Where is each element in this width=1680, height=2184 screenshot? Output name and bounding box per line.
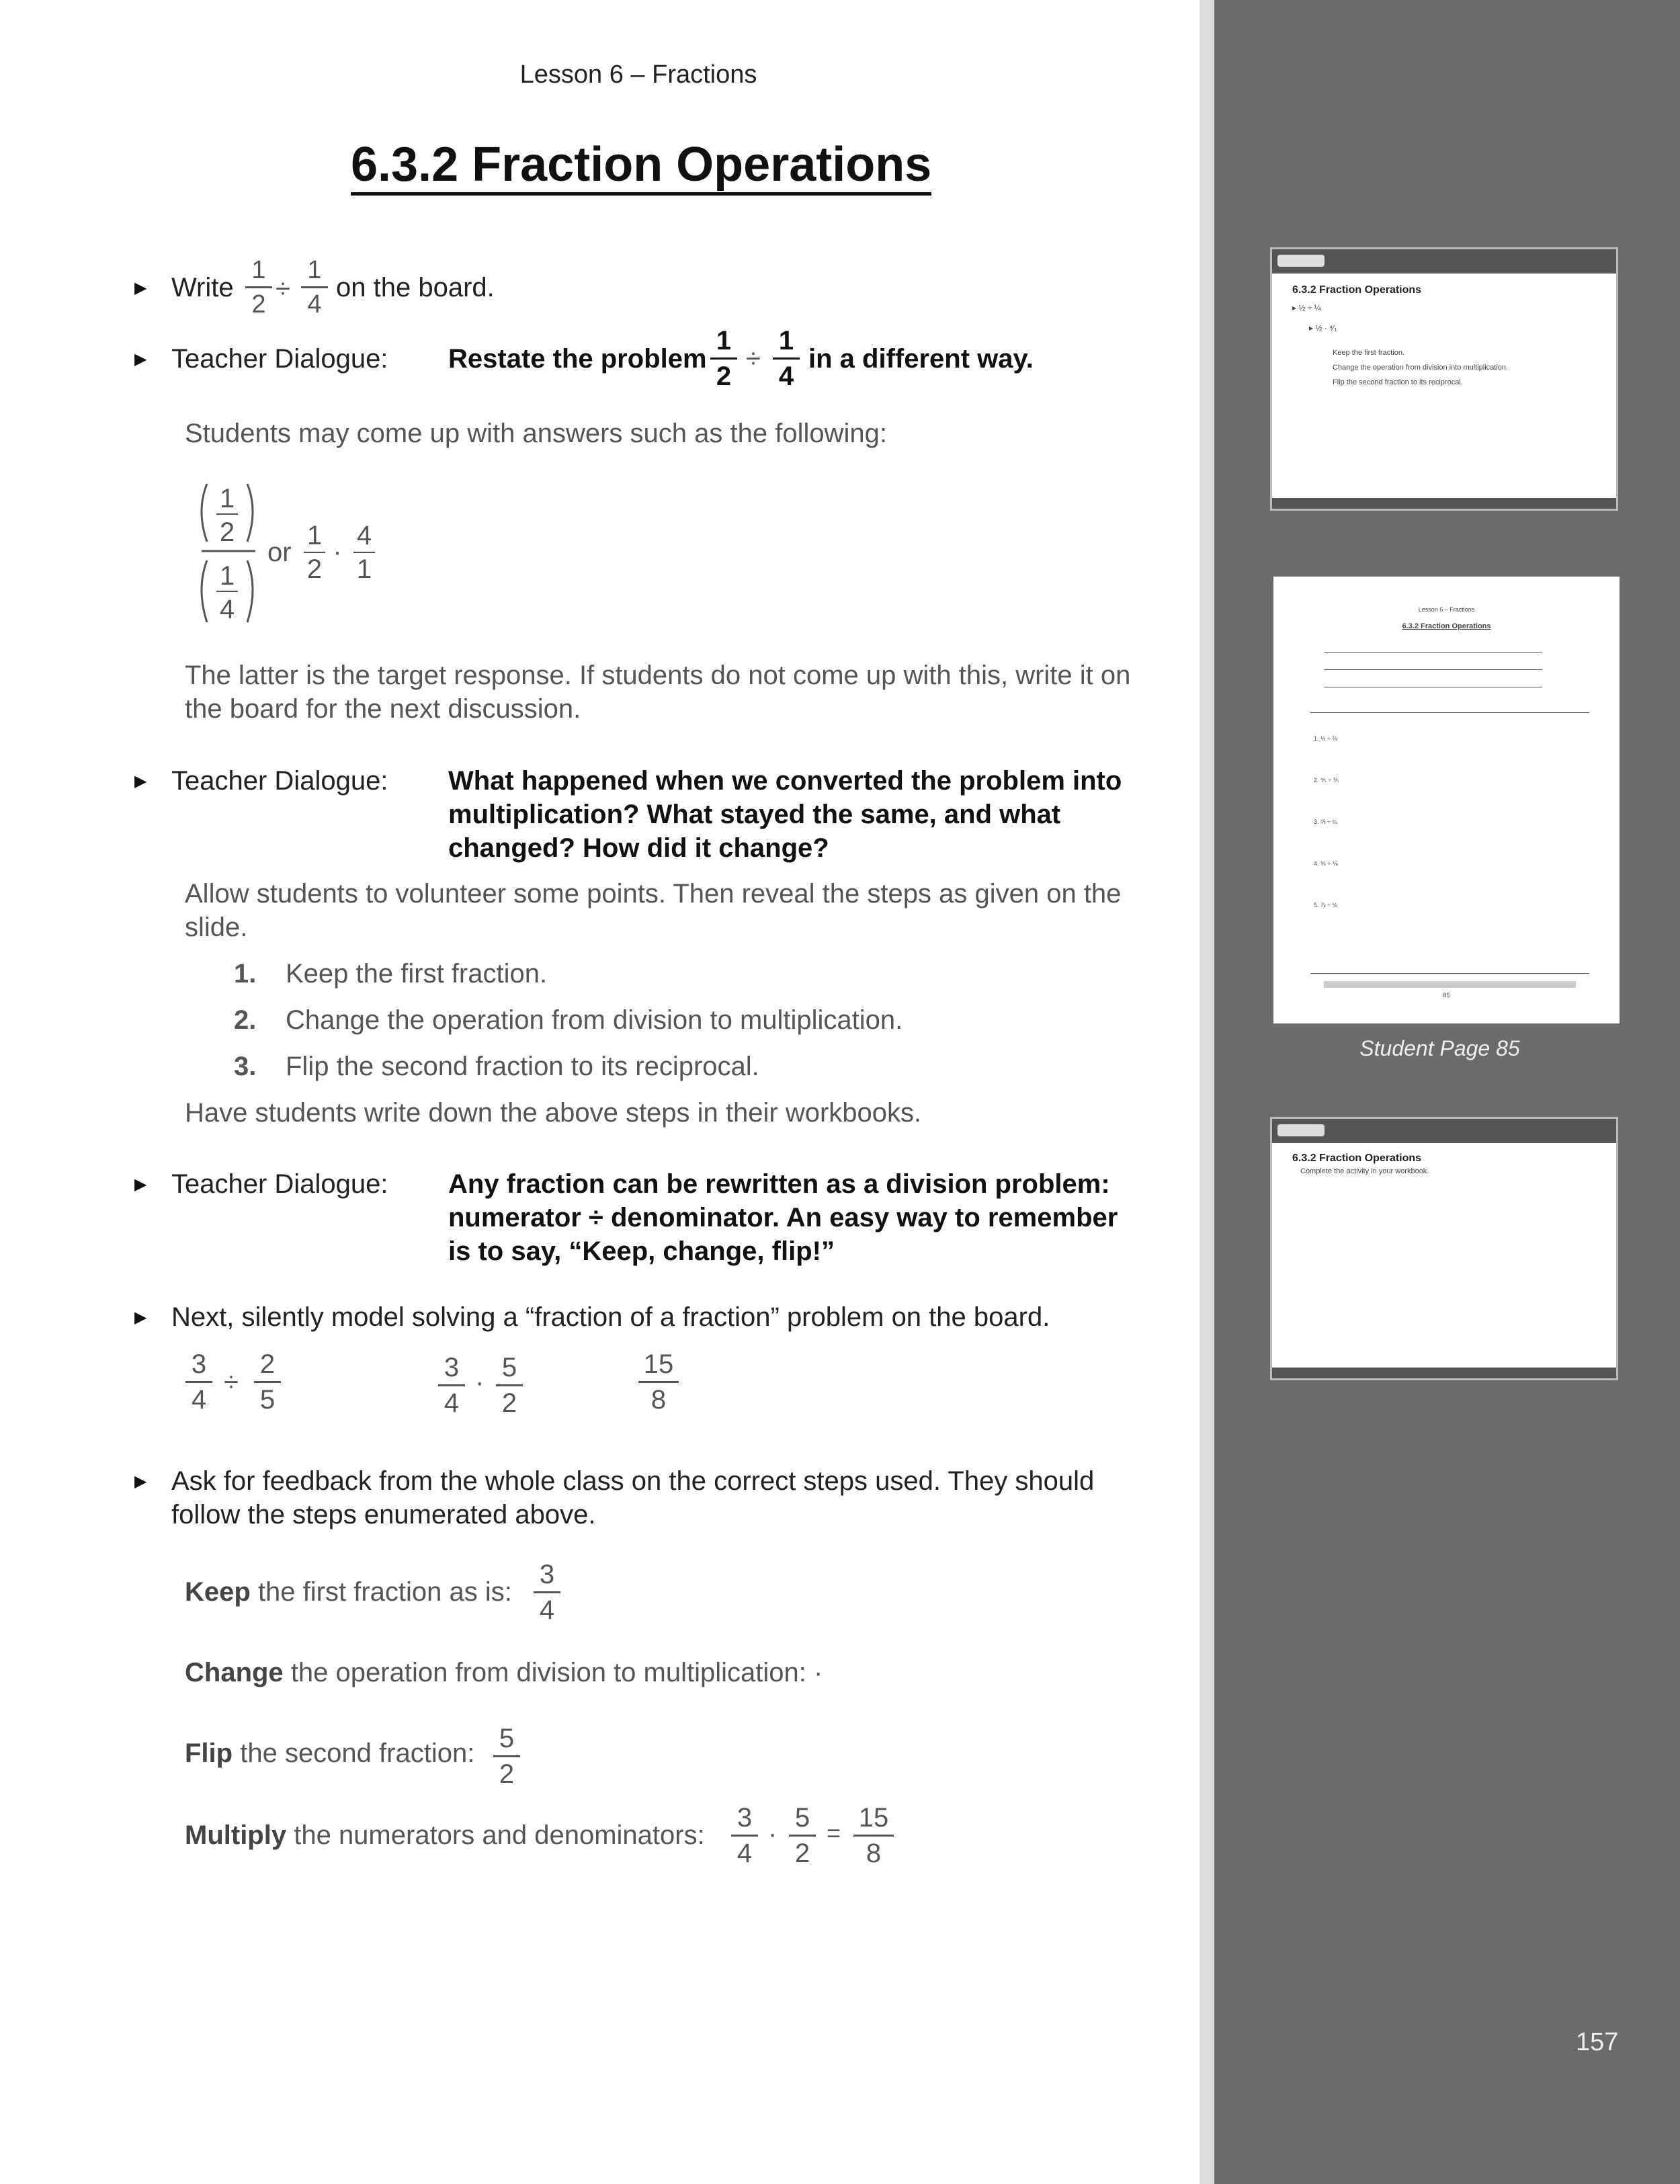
multiply-label: Multiply	[185, 1820, 287, 1850]
operator: ÷	[276, 274, 290, 304]
slide-header-bar	[1272, 1119, 1616, 1143]
note-text: Allow students to volunteer some points. Then reveal the steps as given on the slide.	[185, 879, 1122, 942]
slide-step: Change the operation from division into multiplication.	[1333, 364, 1509, 372]
denominator: 4	[539, 1595, 555, 1625]
denominator: 5	[259, 1385, 276, 1415]
multiply-line	[185, 1818, 705, 1852]
fraction-bar	[245, 286, 272, 288]
fraction-bar	[853, 1835, 894, 1837]
step-text: Flip the second fraction to its reciprocal.	[286, 1052, 759, 1081]
dialogue-label: Teacher Dialogue:	[171, 344, 388, 374]
fraction	[496, 1352, 523, 1419]
numerator: 5	[794, 1803, 810, 1833]
slide-logo	[1277, 1124, 1325, 1136]
bullet-icon: ▶	[134, 772, 147, 790]
slide-footer-bar	[1272, 1368, 1616, 1378]
dot-operator: ·	[333, 537, 342, 566]
bullet-icon: ▶	[134, 1308, 147, 1327]
denominator: 4	[778, 362, 794, 391]
answer-line	[1324, 669, 1542, 670]
note-text: Students may come up with answers such as the following:	[185, 419, 887, 448]
workbook-title: 6.3.2 Fraction Operations	[1402, 622, 1491, 630]
dialogue-label: Teacher Dialogue:	[171, 766, 388, 796]
divider	[1310, 973, 1589, 974]
denominator: 4	[737, 1839, 753, 1868]
step-text: Keep the first fraction.	[286, 959, 548, 989]
left-paren	[202, 484, 207, 542]
bullet-icon: ▶	[134, 1472, 147, 1490]
step-number: 3.	[234, 1052, 257, 1081]
right-paren	[247, 560, 253, 622]
fraction-bar	[534, 1591, 560, 1593]
fraction-bar	[496, 1384, 523, 1386]
complex-fraction	[188, 477, 403, 632]
denominator: 4	[444, 1388, 460, 1418]
note-text: Have students write down the above steps in their workbooks.	[185, 1098, 922, 1128]
numerator: 3	[737, 1803, 753, 1833]
step-number: 2.	[234, 1005, 257, 1035]
dot-operator: ·	[768, 1819, 778, 1849]
denominator: 4	[219, 595, 235, 624]
numerator: 1	[716, 326, 732, 355]
numerator: 3	[444, 1353, 460, 1382]
fraction-bar	[789, 1835, 816, 1837]
numerator: 2	[259, 1349, 276, 1379]
dialogue-pre: Restate the problem	[448, 344, 707, 374]
numerator: 1	[307, 256, 322, 284]
problem-item: 1. ⅓ ÷ ⅔	[1314, 735, 1337, 742]
slide-expression: ▸ ½ · ⁴⁄₁	[1309, 323, 1337, 333]
divider	[1310, 712, 1589, 713]
denominator: 2	[251, 290, 266, 319]
slide-logo	[1277, 255, 1325, 267]
numerator: 1	[306, 521, 323, 550]
page-title: 6.3.2 Fraction Operations	[351, 140, 931, 196]
fraction	[638, 1349, 679, 1415]
workbook-lesson: Lesson 6 – Fractions	[1418, 606, 1475, 613]
numerator: 1	[251, 256, 266, 284]
slide-header-bar	[1272, 249, 1616, 274]
workbook-thumbnail	[1273, 577, 1620, 1023]
problem-item: 5. ⅞ ÷ ⅛	[1314, 902, 1337, 909]
nav-strip	[1324, 981, 1576, 988]
numerator: 1	[778, 326, 794, 355]
right-paren	[247, 484, 253, 542]
denominator: 2	[794, 1839, 810, 1868]
page-number: 157	[1576, 2028, 1619, 2056]
instruction-text: Ask for feedback from the whole class on the correct steps used. They should follow the steps enumerated above.	[171, 1466, 1095, 1529]
numerator: 1	[219, 561, 235, 591]
dialogue-label: Teacher Dialogue:	[171, 1169, 388, 1199]
fraction-bar	[301, 286, 328, 288]
fraction	[254, 1349, 281, 1415]
denominator: 2	[499, 1759, 515, 1789]
bullet-icon: ▶	[134, 279, 147, 297]
numerator: 5	[499, 1724, 515, 1753]
change-text: the operation from division to multiplication: ·	[290, 1658, 823, 1687]
denominator: 1	[356, 554, 372, 584]
operator: ÷	[224, 1368, 239, 1397]
fraction-bar	[438, 1384, 465, 1386]
answer-line	[1324, 652, 1542, 653]
flip-text: the second fraction:	[240, 1738, 475, 1768]
sidebar-panel	[1200, 0, 1680, 2184]
slide-expression: ▸ ½ ÷ ¼	[1292, 303, 1321, 312]
item1-pre: Write	[171, 273, 234, 302]
bullet-icon: ▶	[134, 1175, 147, 1193]
fraction	[853, 1802, 894, 1869]
item1-post: on the board.	[336, 273, 495, 302]
numerator: 3	[191, 1349, 207, 1379]
numerator: 15	[643, 1349, 674, 1379]
denominator: 2	[219, 517, 235, 547]
numerator: 15	[858, 1803, 889, 1833]
instruction-text: Next, silently model solving a “fraction of a fraction” problem on the board.	[171, 1302, 1050, 1332]
denominator: 8	[650, 1385, 667, 1415]
denominator: 8	[866, 1839, 882, 1868]
multiply-text: the numerators and denominators:	[294, 1820, 705, 1850]
change-label: Change	[185, 1658, 284, 1687]
fraction	[710, 325, 737, 392]
denominator: 2	[716, 362, 732, 391]
slide-thumbnail	[1270, 1117, 1618, 1380]
fraction	[773, 325, 800, 392]
change-line	[185, 1656, 823, 1689]
keep-text: the first fraction as is:	[257, 1577, 512, 1607]
slide-title: 6.3.2 Fraction Operations	[1292, 284, 1422, 296]
fraction-bar	[773, 358, 800, 360]
step-number: 1.	[234, 959, 257, 989]
numerator: 1	[219, 484, 235, 513]
student-page-caption: Student Page 85	[1359, 1036, 1520, 1060]
denominator: 2	[306, 554, 323, 584]
problem-item: 2. ⅘ ÷ ⅗	[1314, 777, 1339, 784]
operator: ÷	[746, 344, 761, 374]
fraction	[245, 255, 272, 319]
fraction-bar	[638, 1381, 679, 1383]
problem-item: 4. ⅝ ÷ ⅙	[1314, 860, 1339, 867]
fraction	[493, 1723, 520, 1790]
lesson-header: Lesson 6 – Fractions	[519, 60, 757, 89]
dot-operator: ·	[475, 1368, 485, 1397]
denominator: 4	[307, 290, 322, 319]
slide-footer-bar	[1272, 498, 1616, 509]
fraction	[185, 1349, 212, 1415]
note-text: The latter is the target response. If students do not come up with this, write it on the board for the next discussion.	[185, 661, 1131, 724]
slide-step: Flip the second fraction to its reciprocal.	[1333, 378, 1463, 386]
dialogue-text: Any fraction can be rewritten as a division problem: numerator ÷ denominator. An easy way to remember is to say, “Keep, change, flip!”	[448, 1169, 1118, 1266]
fraction	[534, 1559, 560, 1626]
denominator: 2	[501, 1388, 517, 1418]
numerator: 5	[501, 1353, 517, 1382]
fraction	[438, 1352, 465, 1419]
fraction-bar	[254, 1381, 281, 1383]
slide-thumbnail	[1270, 247, 1618, 511]
left-paren	[202, 560, 207, 622]
numerator: 4	[356, 521, 372, 550]
workbook-page-number: 85	[1443, 992, 1450, 999]
fraction-bar	[185, 1381, 212, 1383]
slide-step: Keep the first fraction.	[1333, 349, 1404, 357]
flip-label: Flip	[185, 1738, 233, 1768]
problem-item: 3. ⅔ ÷ ¼	[1314, 818, 1337, 825]
slide-title: 6.3.2 Fraction Operations	[1292, 1152, 1422, 1164]
slide-instruction: Complete the activity in your workbook.	[1300, 1167, 1429, 1175]
flip-line	[185, 1736, 474, 1770]
keep-label: Keep	[185, 1577, 251, 1607]
denominator: 4	[191, 1385, 207, 1415]
bullet-icon: ▶	[134, 350, 147, 368]
dialogue-text: What happened when we converted the problem into multiplication? What stayed the same, and what changed? How did it change?	[448, 766, 1122, 863]
fraction	[731, 1802, 758, 1869]
fraction-bar	[710, 358, 737, 360]
fraction	[789, 1802, 816, 1869]
step-text: Change the operation from division to multiplication.	[286, 1005, 903, 1035]
equals-sign: =	[827, 1819, 841, 1847]
dialogue-post: in a different way.	[808, 344, 1034, 374]
fraction	[301, 255, 328, 319]
fraction-bar	[493, 1755, 520, 1757]
numerator: 3	[539, 1560, 555, 1589]
fraction-bar	[731, 1835, 758, 1837]
or-text: or	[267, 538, 292, 567]
keep-line	[185, 1575, 512, 1609]
